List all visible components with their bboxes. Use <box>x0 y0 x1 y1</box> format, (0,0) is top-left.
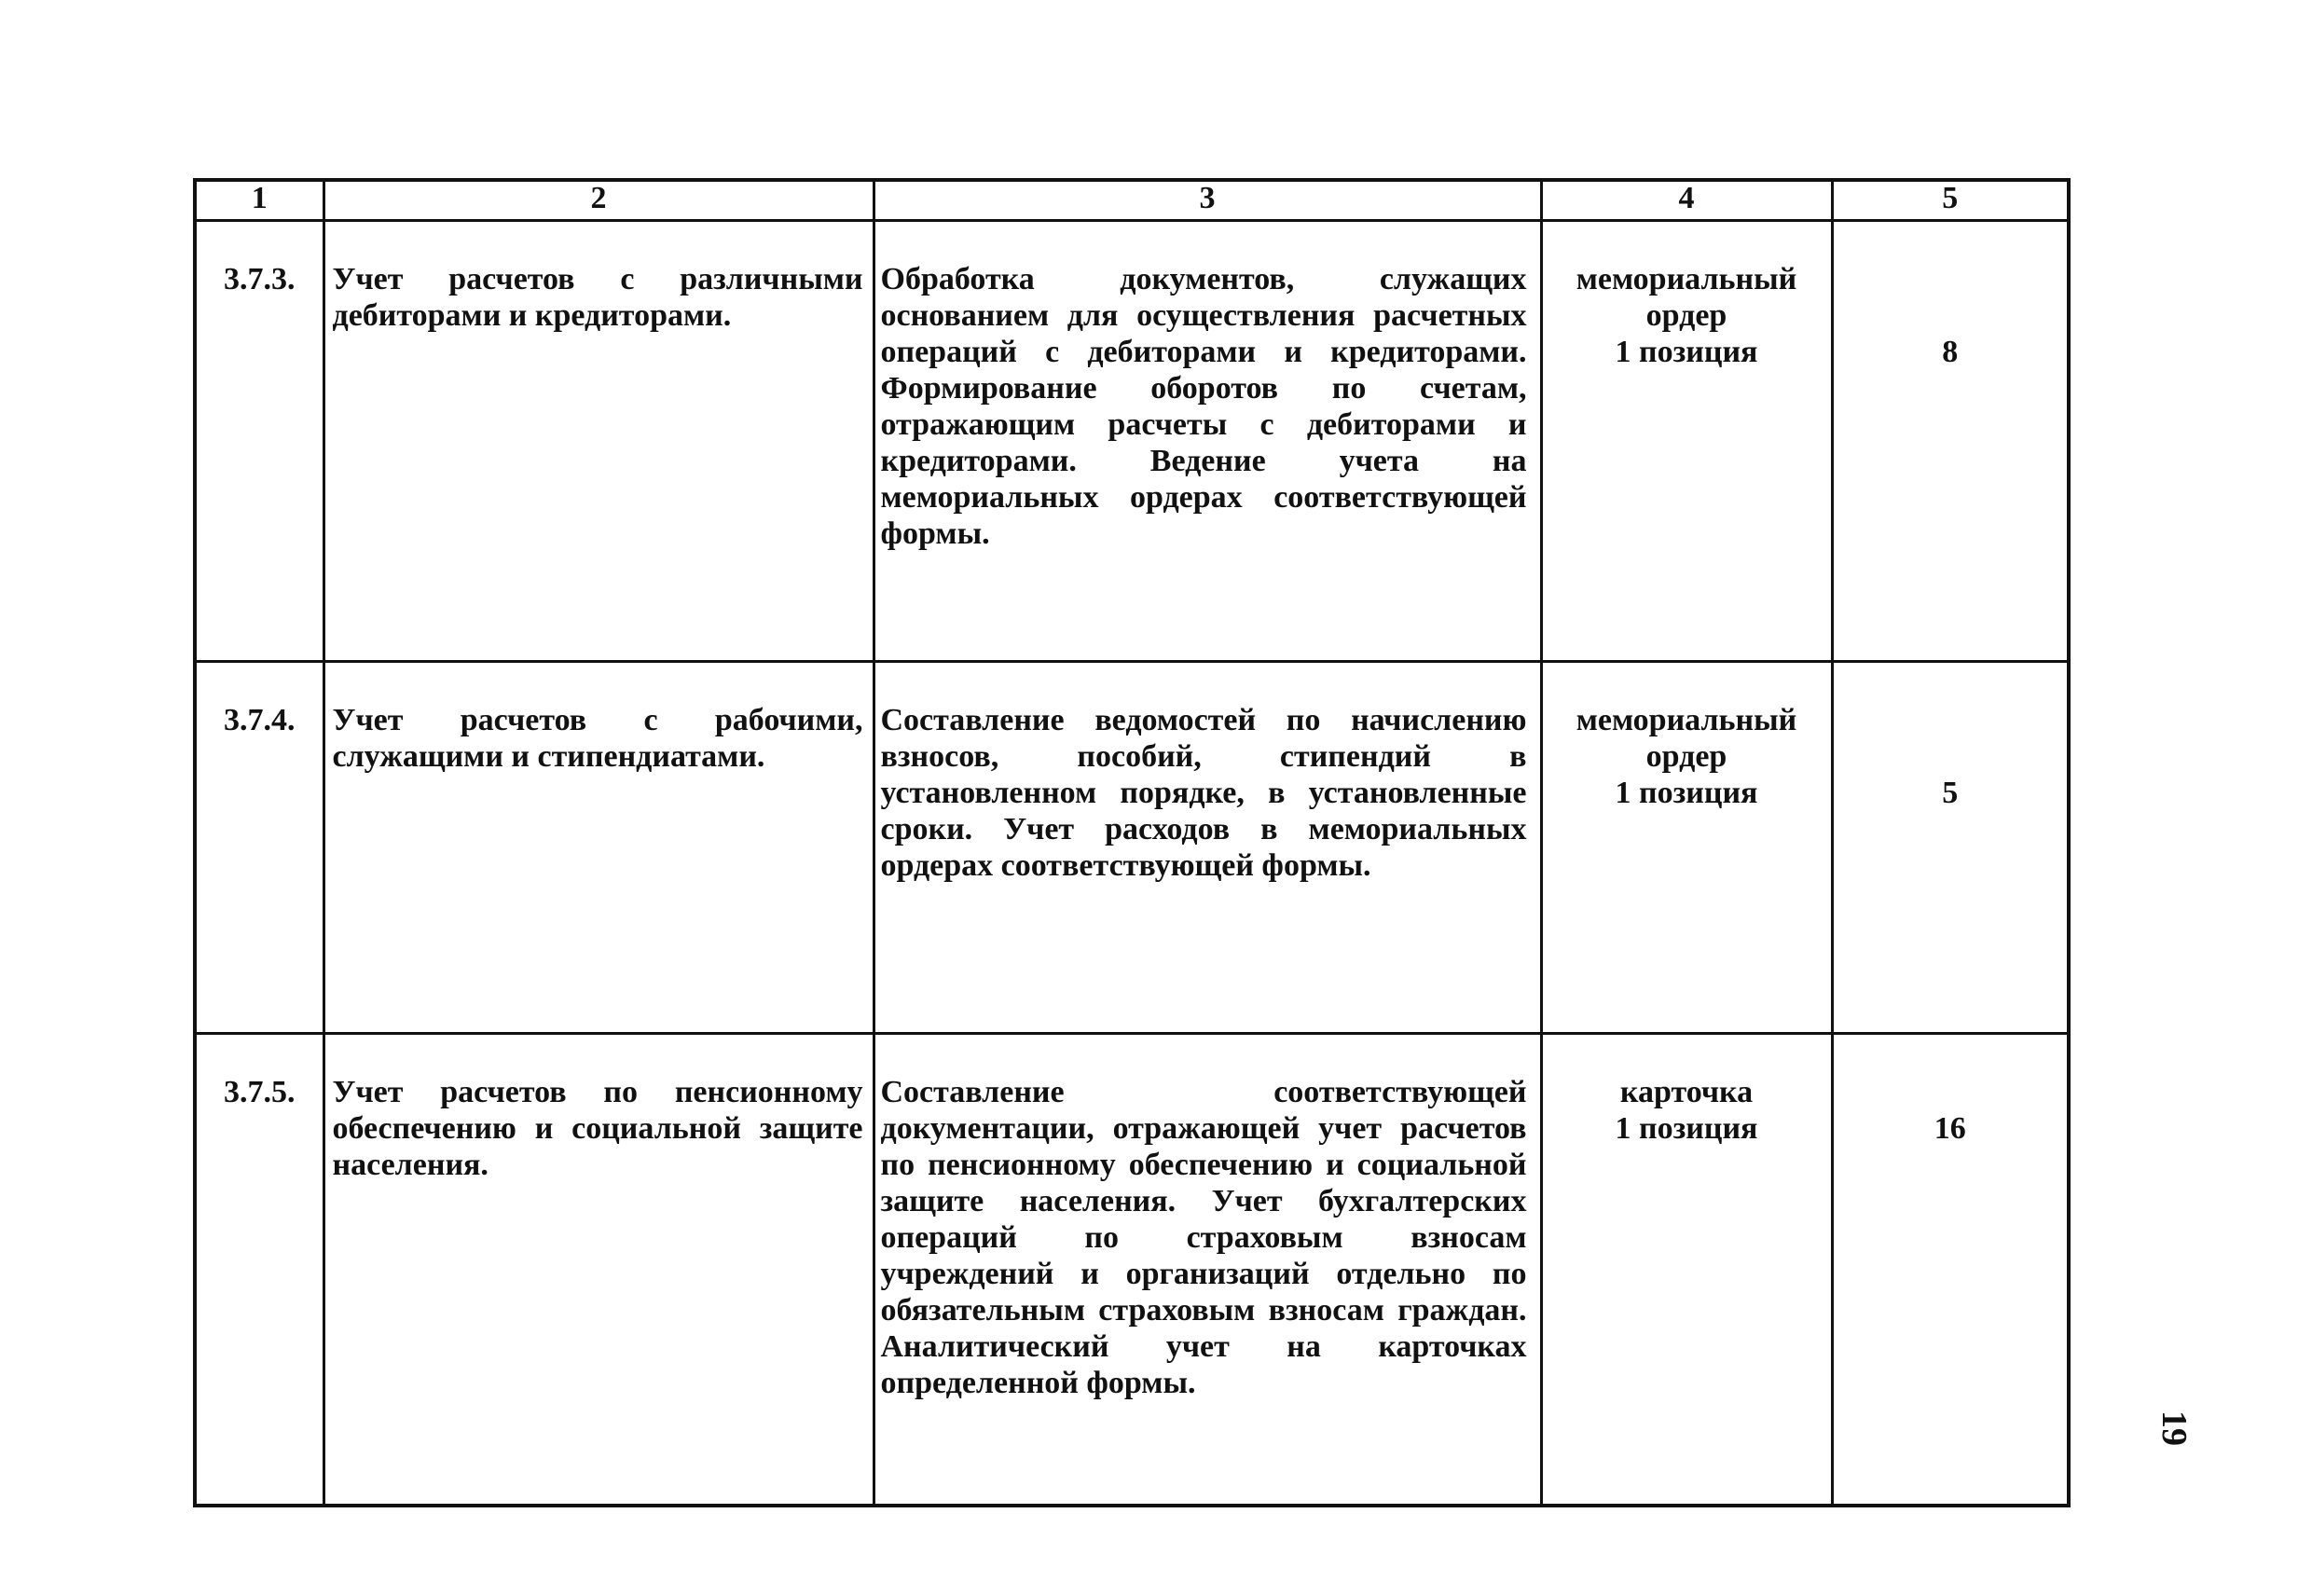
row-quantity: 8 <box>1832 221 2069 662</box>
row-document-line: ордер <box>1645 739 1727 774</box>
row-document-line: мемориальный <box>1576 262 1797 296</box>
row-name: Учет расчетов по пенсионному обеспечению и социальной защите населения. <box>323 1034 874 1507</box>
accounting-table <box>193 178 2071 1507</box>
row-number: 3.7.5. <box>195 1034 323 1507</box>
row-document-line: мемориальный <box>1576 703 1797 737</box>
row-document-line: карточка <box>1619 1075 1754 1109</box>
row-description: Обработка документов, служащих основанием для осуществления расчетных операций с дебиторами и кредиторами. Формирование оборотов по счетам, отражающим расчеты с дебиторами и кредиторами. Ведение учета на мемориальных ордерах соответствующей формы. <box>874 221 1541 662</box>
row-number: 3.7.4. <box>195 662 323 1034</box>
row-document <box>1541 662 1832 1034</box>
row-name: Учет расчетов с рабочими, служащими и стипендиатами. <box>323 662 874 1034</box>
header-col-1: 1 <box>195 180 323 221</box>
row-document-line: 1 позиция <box>1615 335 1758 369</box>
table-row <box>195 221 2069 662</box>
row-quantity: 5 <box>1832 662 2069 1034</box>
table-row <box>195 662 2069 1034</box>
header-col-4: 4 <box>1541 180 1832 221</box>
row-document <box>1541 221 1832 662</box>
row-document-line: 1 позиция <box>1615 1111 1758 1146</box>
page-number: 19 <box>2154 1410 2194 1446</box>
header-col-3: 3 <box>874 180 1541 221</box>
header-col-2: 2 <box>323 180 874 221</box>
row-number: 3.7.3. <box>195 221 323 662</box>
table-header-row <box>195 180 2069 221</box>
header-col-5: 5 <box>1832 180 2069 221</box>
row-quantity: 16 <box>1832 1034 2069 1507</box>
row-description: Составление соответствующей документации, отражающей учет расчетов по пенсионному обеспечению и социальной защите населения. Учет бухгалтерских операций по страховым взносам учреждений и организаций отдельно по обязательным страховым взносам граждан. Аналитический учет на карточках определенной формы. <box>874 1034 1541 1507</box>
row-document <box>1541 1034 1832 1507</box>
row-description: Составление ведомостей по начислению взносов, пособий, стипендий в установленном порядке, в установленные сроки. Учет расходов в мемориальных ордерах соответствующей формы. <box>874 662 1541 1034</box>
row-name: Учет расчетов с различными дебиторами и кредиторами. <box>323 221 874 662</box>
table-row <box>195 1034 2069 1507</box>
row-document-line: 1 позиция <box>1615 776 1758 810</box>
row-document-line: ордер <box>1645 298 1727 333</box>
